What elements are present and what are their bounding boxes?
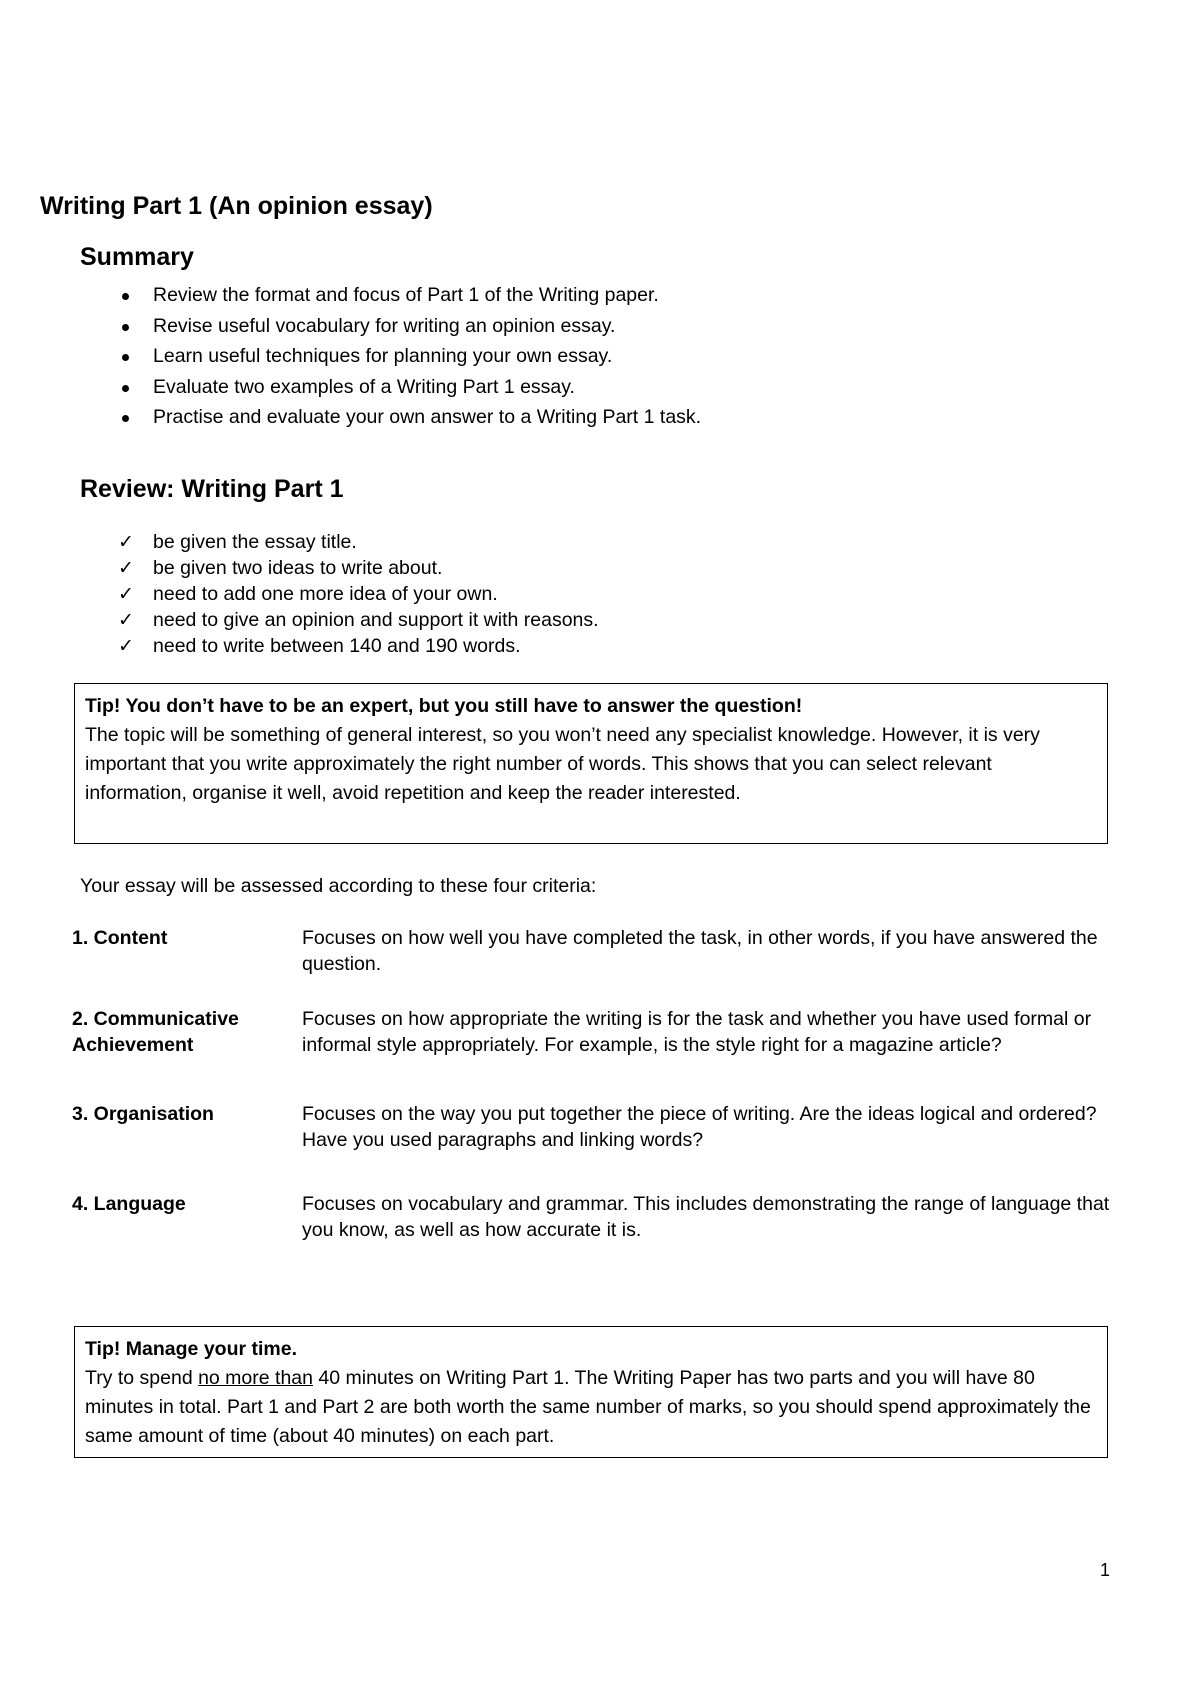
summary-item-text: Practise and evaluate your own answer to a Writing Part 1 task. (153, 406, 702, 428)
review-item (118, 581, 599, 607)
review-item (118, 555, 599, 581)
tip-body-start: Try to spend (85, 1367, 199, 1389)
summary-heading: Summary (80, 243, 194, 271)
check-mark-icon: ✓ (118, 531, 134, 553)
tip-body-end: 40 minutes on Writing Part 1. The Writing Paper has two parts and you will have 80 minutes in total. Part 1 and Part 2 are both worth the same number of marks, so you should spend approximately the same amount of time (about 40 minutes) on each part. (85, 1367, 1091, 1447)
summary-item (117, 372, 701, 403)
review-item-text: need to add one more idea of your own. (153, 583, 498, 605)
document-title: Writing Part 1 (An opinion essay) (40, 192, 433, 220)
summary-item-text: Evaluate two examples of a Writing Part 1 essay. (153, 375, 575, 398)
review-checklist (118, 529, 599, 659)
bullet-icon (122, 324, 129, 331)
tip-box-time (74, 1326, 1108, 1458)
review-item-text: be given the essay title. (153, 531, 357, 553)
criterion-description: Focuses on vocabulary and grammar. This includes demonstrating the range of language that you know, as well as how accurate it is. (302, 1193, 1110, 1241)
tip-heading: Tip! You don’t have to be an expert, but you still have to answer the question! (85, 695, 803, 717)
summary-item-text: Learn useful techniques for planning your own essay. (153, 345, 613, 367)
check-mark-icon: ✓ (118, 609, 134, 631)
tip-body: The topic will be something of general interest, so you won’t need any specialist knowledge. However, it is very important that you write approximately the right number of words. This shows that you can select relevant information, organise it well, avoid repetition and keep the reader interested. (85, 724, 1040, 804)
criterion-description: Focuses on how well you have completed the task, in other words, if you have answered the question. (302, 927, 1098, 975)
check-mark-icon: ✓ (118, 635, 134, 657)
summary-item (117, 402, 701, 433)
summary-item (117, 311, 701, 342)
bullet-icon (122, 354, 129, 361)
tip-heading: Tip! Manage your time. (85, 1338, 298, 1360)
review-item-text: be given two ideas to write about. (153, 557, 443, 579)
bullet-icon (122, 293, 129, 300)
criterion-label: 4. Language (72, 1193, 186, 1215)
tip-box-expert (74, 683, 1108, 844)
criteria-intro: Your essay will be assessed according to these four criteria: (80, 875, 597, 897)
criterion-label: 2. Communicative Achievement (72, 1008, 239, 1056)
check-mark-icon: ✓ (118, 583, 134, 605)
summary-item (117, 280, 701, 311)
tip-body (85, 1364, 1097, 1451)
summary-item-text: Review the format and focus of Part 1 of the Writing paper. (153, 284, 659, 306)
summary-item-text: Revise useful vocabulary for writing an opinion essay. (153, 314, 616, 337)
review-item (118, 529, 599, 555)
review-heading: Review: Writing Part 1 (80, 475, 344, 503)
review-item (118, 633, 599, 659)
summary-list (117, 280, 701, 433)
criterion-label: 1. Content (72, 927, 168, 949)
bullet-icon (122, 415, 129, 422)
criterion-description: Focuses on how appropriate the writing is for the task and whether you have used formal or informal style appropriately. For example, is the style right for a magazine article? (302, 1008, 1092, 1056)
bullet-icon (122, 385, 129, 392)
review-item (118, 607, 599, 633)
check-mark-icon: ✓ (118, 557, 134, 579)
review-item-text: need to write between 140 and 190 words. (153, 635, 521, 657)
page-number: 1 (1100, 1560, 1111, 1580)
criterion-description: Focuses on the way you put together the piece of writing. Are the ideas logical and ordered? Have you used paragraphs and linking words? (302, 1103, 1097, 1151)
summary-item (117, 341, 701, 372)
criterion-label: 3. Organisation (72, 1103, 214, 1125)
review-item-text: need to give an opinion and support it with reasons. (153, 609, 599, 631)
tip-body-emphasis: no more than (198, 1367, 313, 1389)
